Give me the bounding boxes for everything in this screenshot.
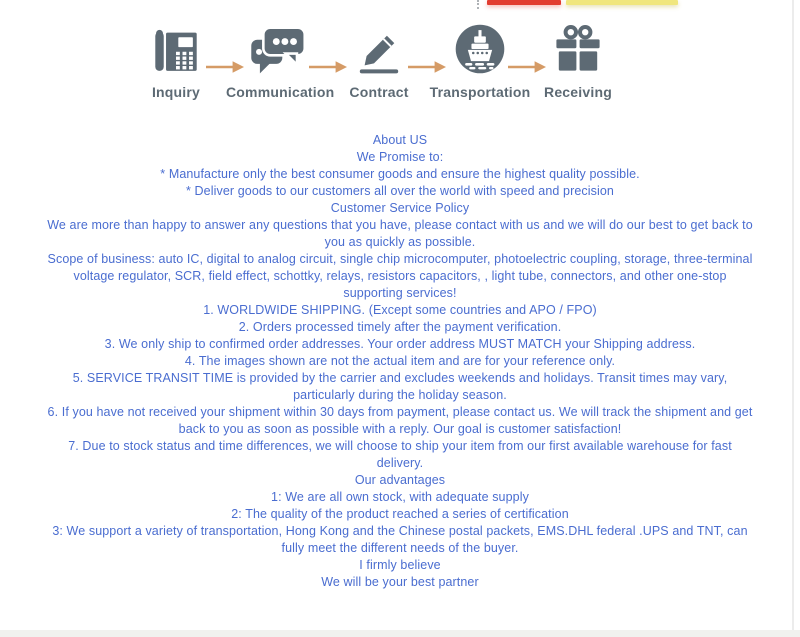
- about-us-text: [0, 132, 800, 591]
- red-progress-bar: [487, 0, 561, 5]
- about-line: We are more than happy to answer any questions that you have, please contact with us and we will do our best to get back to: [47, 218, 753, 232]
- about-line: back to you as soon as possible with a reply. Our goal is customer satisfaction!: [178, 422, 622, 436]
- about-line: We will be your best partner: [321, 575, 479, 589]
- bottom-divider: [0, 630, 800, 637]
- step-label: Inquiry: [151, 84, 201, 100]
- arrow-right-icon: [508, 59, 546, 75]
- yellow-progress-bar: [566, 0, 678, 5]
- arrow-right-icon: [408, 59, 446, 75]
- about-line: I firmly believe: [359, 558, 441, 572]
- about-line: About US: [372, 133, 428, 147]
- about-line: 3: We support a variety of transportation, Hong Kong and the Chinese postal packets, EMS.DHL federal .UPS and TNT, can: [52, 524, 748, 538]
- about-line: We Promise to:: [356, 150, 444, 164]
- ruler-tick: [477, 0, 479, 9]
- about-line: voltage regulator, SCR, field effect, schottky, relays, resistors capacitors, , light tube, connectors, and other one-stop: [73, 269, 727, 283]
- about-line: 1. WORLDWIDE SHIPPING. (Except some countries and APO / FPO): [203, 303, 597, 317]
- about-line: Scope of business: auto IC, digital to analog circuit, single chip microcomputer, photoelectric coupling, storage, three-terminal: [47, 252, 753, 266]
- about-line: 7. Due to stock status and time differences, we will choose to ship your item from our first available warehouse for fast: [68, 439, 732, 453]
- step-label: Transportation: [429, 84, 531, 100]
- about-line: Our advantages: [354, 473, 446, 487]
- about-line: particularly during the holiday season.: [293, 388, 507, 402]
- about-line: 6. If you have not received your shipment within 30 days from payment, please contact us. We will track the shipment and get: [47, 405, 753, 419]
- arrow-right-icon: [206, 59, 244, 75]
- about-line: 3. We only ship to confirmed order addresses. Your order address MUST MATCH your Shipping address.: [104, 337, 696, 351]
- about-line: you as quickly as possible.: [324, 235, 476, 249]
- about-line: fully meet the different needs of the buyer.: [281, 541, 519, 555]
- step-label: Communication: [226, 84, 335, 100]
- about-line: delivery.: [376, 456, 424, 470]
- about-line: 1: We are all own stock, with adequate supply: [271, 490, 529, 504]
- about-line: * Deliver goods to our customers all over the world with speed and precision: [186, 184, 614, 198]
- step-label: Contract: [349, 84, 409, 100]
- about-line: Customer Service Policy: [330, 201, 470, 215]
- step-label: Receiving: [544, 84, 612, 100]
- order-process-steps: [0, 22, 800, 102]
- about-line: 2. Orders processed timely after the payment verification.: [238, 320, 562, 334]
- about-line: supporting services!: [343, 286, 457, 300]
- arrow-right-icon: [309, 59, 347, 75]
- about-line: * Manufacture only the best consumer goods and ensure the highest quality possible.: [160, 167, 640, 181]
- about-line: 2: The quality of the product reached a series of certification: [231, 507, 569, 521]
- about-line: 5. SERVICE TRANSIT TIME is provided by the carrier and excludes weekends and holidays. Transit times may vary,: [72, 371, 728, 385]
- about-line: 4. The images shown are not the actual item and are for your reference only.: [184, 354, 616, 368]
